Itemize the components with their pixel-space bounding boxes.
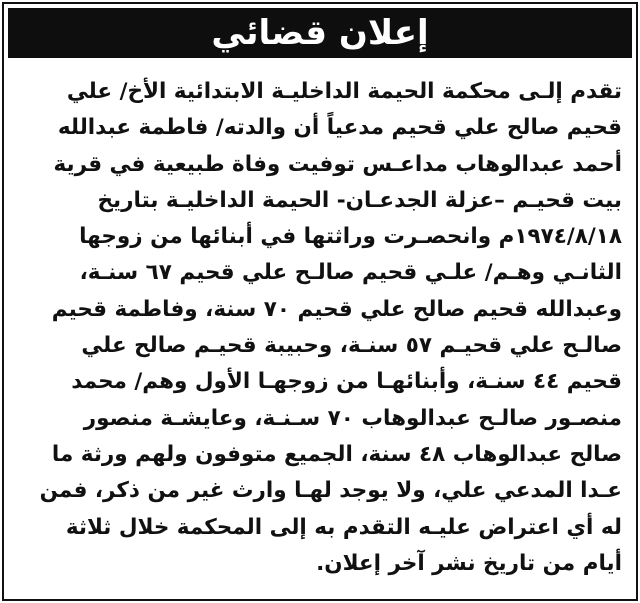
notice-line: صالـح علي قحيـم ٥٧ سنـة، وحبيبة قحيـم صالح علي: [81, 333, 622, 359]
notice-line: أيام من تاريخ نشر آخر إعلان.: [316, 550, 622, 576]
notice-line: وعبدالله قحيم صالح علي قحيم ٧٠ سنة، وفاطمة قحيم: [51, 296, 622, 322]
notice-line: قحيم ٤٤ سنـة، وأبنائهـا من زوجهـا الأول وهم/ محمد: [71, 369, 622, 395]
legal-notice: [2, 2, 638, 601]
notice-line: بيت قحيـم –عزلة الجدعـان- الحيمة الداخليـة بتاريخ: [97, 187, 622, 213]
notice-line: أحمد عبدالوهاب مداعـس توفيت وفاة طبيعية في قرية: [53, 151, 622, 177]
notice-line: منصـور صالـح عبدالوهاب ٧٠ سـنـة، وعايشـة منصور: [83, 405, 622, 431]
notice-line: له أي اعتراض عليـه التقدم به إلى المحكمة خلال ثلاثة: [65, 514, 622, 540]
notice-line: الثانـي وهـم/ علـي قحيم صالـح علي قحيم ٦٧ سنـة،: [79, 260, 622, 286]
notice-line: ١٩٧٤/٨/١٨م وانحصـرت وراثتها في أبنائها من زوجها: [79, 224, 622, 250]
notice-line: قحيم صالح علي قحيم مدعياً أن والدته/ فاطمة عبدالله: [57, 115, 622, 141]
notice-line: تقدم إلـى محكمة الحيمة الداخليـة الابتدائية الأخ/ علي: [66, 79, 622, 104]
notice-title: إعلان قضائي: [211, 13, 429, 53]
notice-line: عـدا المدعي علي، ولا يوجد لهـا وارث غير من ذكر، فمن: [39, 478, 622, 504]
notice-body: [18, 74, 622, 591]
notice-line: صالح عبدالوهاب ٤٨ سنة، الجميع متوفون ولهم ورثة ما: [51, 441, 622, 467]
notice-header-bar: [8, 8, 632, 58]
